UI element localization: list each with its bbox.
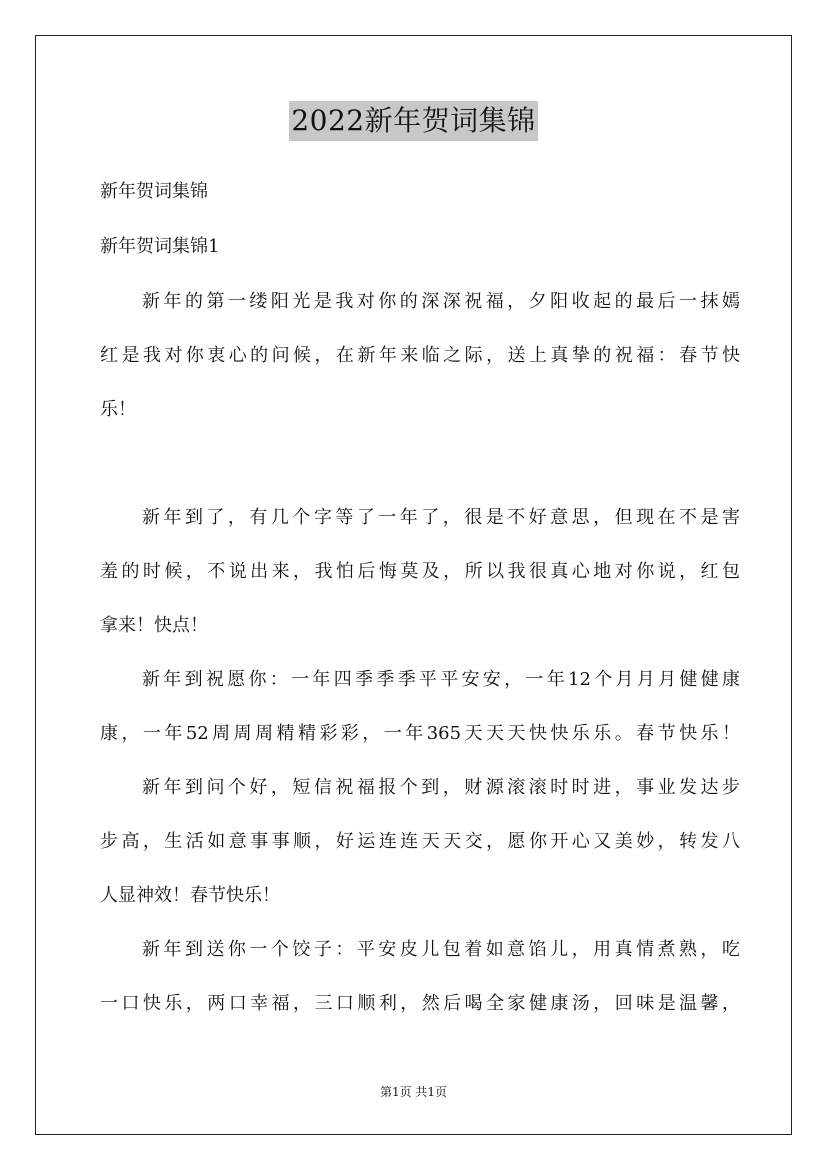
paragraph-line: 步高，生活如意事事顺，好运连连天天交，愿你开心又美妙，转发八: [100, 831, 740, 852]
paragraph-line: 一口快乐，两口幸福，三口顺利，然后喝全家健康汤，回味是温馨，: [100, 993, 740, 1014]
paragraph-line: 新年到送你一个饺子：平安皮儿包着如意馅儿，用真情煮熟，吃: [142, 939, 740, 960]
page-footer: 第1页 共1页: [379, 1085, 448, 1099]
paragraph-line: 新年到祝愿你：一年四季季季平平安安，一年12个月月月健健康: [142, 669, 740, 690]
paragraph-line: 康，一年52周周周精精彩彩，一年365天天天快快乐乐。春节快乐！: [100, 723, 740, 744]
paragraph-line: 拿来！快点！: [100, 615, 208, 636]
paragraph-line: 新年到问个好，短信祝福报个到，财源滚滚时时进，事业发达步: [142, 777, 740, 798]
paragraph-line: 新年的第一缕阳光是我对你的深深祝福，夕阳收起的最后一抹嫣: [142, 291, 740, 312]
section-heading: 新年贺词集锦1: [100, 236, 220, 257]
title-container: [0, 101, 827, 141]
paragraph-line: 羞的时候，不说出来，我怕后悔莫及，所以我很真心地对你说，红包: [100, 561, 740, 582]
document-subtitle: 新年贺词集锦: [100, 181, 208, 202]
document-title: 2022新年贺词集锦: [289, 101, 537, 141]
paragraph-line: 乐！: [100, 399, 136, 420]
paragraph-line: 新年到了，有几个字等了一年了，很是不好意思，但现在不是害: [142, 507, 740, 528]
paragraph-line: 人显神效！春节快乐！: [100, 885, 280, 906]
paragraph-line: 红是我对你衷心的问候，在新年来临之际，送上真挚的祝福：春节快: [100, 345, 740, 366]
